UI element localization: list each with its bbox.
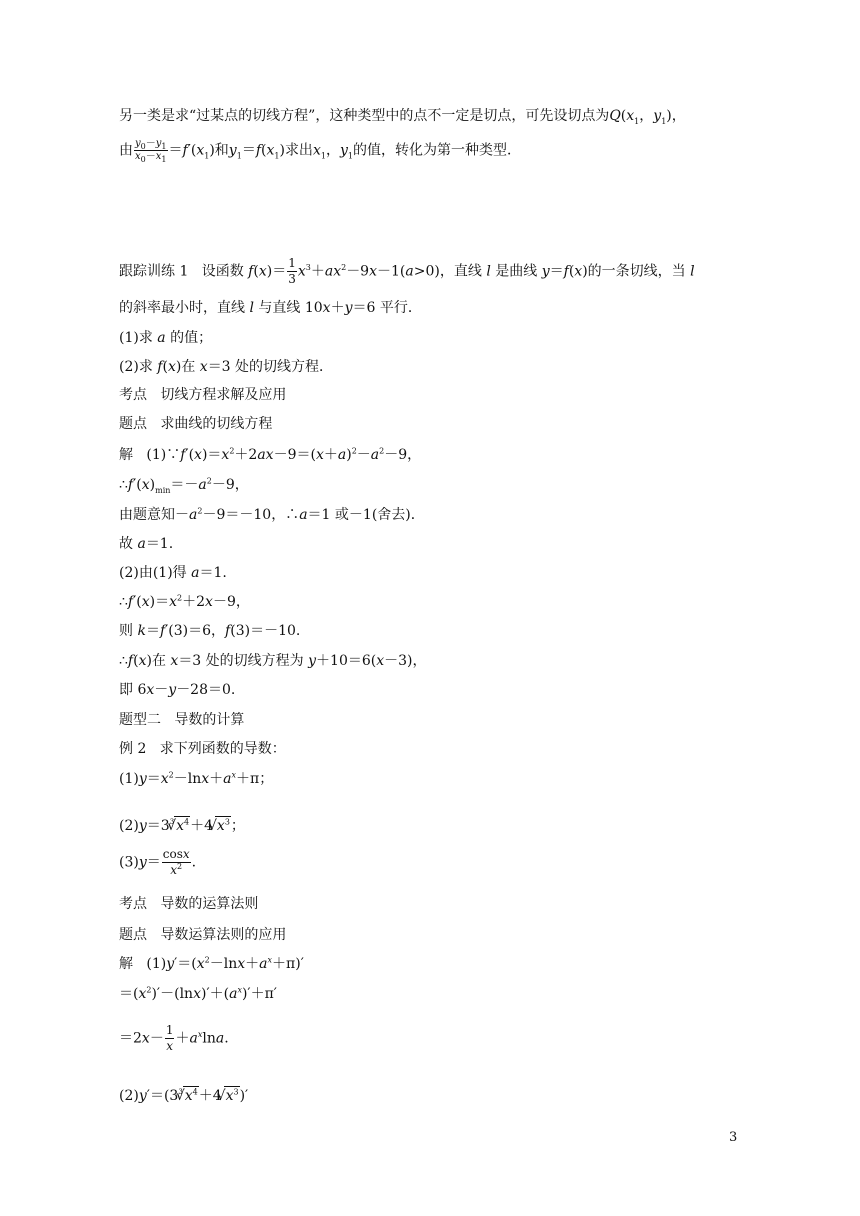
solution1-line-8: ∴f(x)在 x＝3 处的切线方程为 y＋10＝6(x－3)， <box>119 653 427 669</box>
example2-item-3: (3)y＝ $\frac{\cos x}{x^2}$ . <box>119 847 197 877</box>
training-stem-line-1: 跟踪训练 1 设函数 f(x)＝ $\frac{1}{3}$ $x^3+ax^2-9x-1(a>0)$，直线 l 是曲线 y＝f(x)的一条切线，当 l <box>119 256 695 286</box>
solution2-line-3: ＝2x－ $\frac{1}{x}$ $+a^x\ln a$. <box>119 1023 229 1053</box>
tidian-1: 题点 求曲线的切线方程 <box>119 416 273 432</box>
example2-item-1: $(1)y=x^2-\ln x+a^x+\pi$； <box>119 770 274 787</box>
solution2-line-1: 解 $(1)y'=(x^2-\ln x+a^x+\pi)'$ <box>119 955 304 972</box>
tidian-2: 题点 导数运算法则的应用 <box>119 927 287 943</box>
intro-line-2: 由 $\frac{y_0-y_1}{x_0-x_1}$ $=f'(x_1)$和$y_1=f(x_1)$求出$x_1$，$y_1$的值，转化为第一种类型． <box>119 138 521 164</box>
example-2: 例 2 求下列函数的导数： <box>119 741 286 757</box>
solution1-line-3: 由题意知$-a^2-9=-10$，∴a＝1 或－1(舍去)． <box>119 506 425 523</box>
example2-item-2: $(2)y=3^3√$ $x^4+4√$ $x^3$； <box>119 813 245 835</box>
solution1-line-1: 解 $(1)\because f'(x)=x^2+2ax-9=(x+a)^2-a^2-9$， <box>119 446 422 463</box>
type2-heading: 题型二 导数的计算 <box>119 712 245 728</box>
intro-line-1: 另一类是求“过某点的切线方程”，这种类型中的点不一定是切点，可先设切点为$Q(x_1$，$y_1$)， <box>119 108 686 126</box>
solution1-line-7: 则 k＝f′(3)＝6，f(3)＝－10. <box>119 623 301 639</box>
kaodian-2: 考点 导数的运算法则 <box>119 896 259 912</box>
question-1: (1)求 a 的值； <box>119 330 213 346</box>
solution1-line-5: (2)由(1)得 a＝1. <box>119 565 227 581</box>
slope-fraction: $\frac{y_0-y_1}{x_0-x_1}$ <box>135 138 167 164</box>
training-label: 跟踪训练 1 <box>119 263 189 280</box>
solution2-line-4: $(2)y'=(3^3√$ $x^4+4√$ $x^3)'$ <box>119 1083 248 1105</box>
training-stem-line-2: 的斜率最小时，直线 l 与直线 10x＋y＝6 平行． <box>119 300 422 316</box>
question-2: (2)求 f(x)在 x＝3 处的切线方程． <box>119 359 334 375</box>
solution1-line-9: 即 6x－y－28＝0. <box>119 682 236 698</box>
kaodian-1: 考点 切线方程求解及应用 <box>119 387 287 403</box>
solution1-line-6: $\therefore f'(x)=x^2+2x-9$， <box>119 593 250 610</box>
solution1-line-2: $\therefore f'(x)_{min}=-a^2-9$， <box>119 476 249 495</box>
solution1-line-4: 故 a＝1. <box>119 536 174 552</box>
page-number: 3 <box>729 1130 738 1145</box>
solution2-line-2: $=(x^2)'-(\ln x)'+(a^x)'+\pi'$ <box>119 985 277 1002</box>
